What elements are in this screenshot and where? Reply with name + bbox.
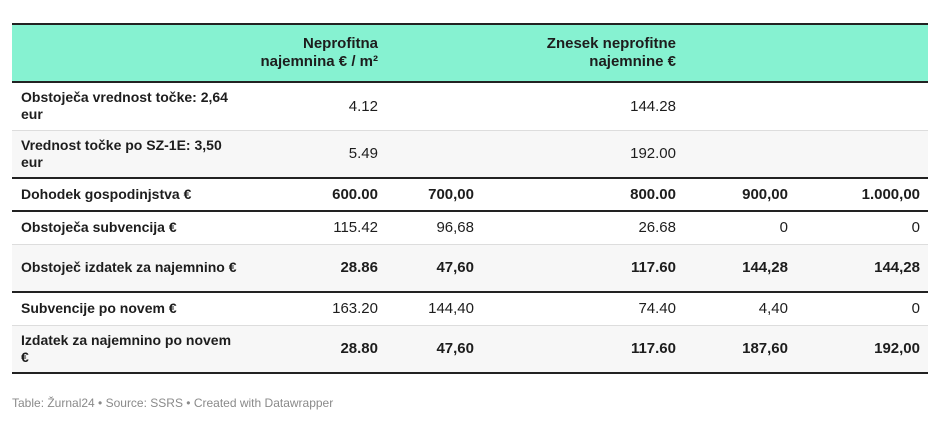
table-cell: 0 (684, 211, 796, 244)
table-cell: 47,60 (386, 325, 482, 373)
table-row (12, 130, 928, 178)
table-cell: 900,00 (684, 178, 796, 211)
table-cell: 28.80 (238, 325, 386, 373)
table-cell: 0 (796, 211, 928, 244)
header-cell-5 (796, 24, 928, 82)
table-cell: 115.42 (238, 211, 386, 244)
table-row (12, 178, 928, 211)
rent-table (12, 23, 928, 374)
table-cell (386, 130, 482, 178)
table-row (12, 292, 928, 325)
row-label: Subvencije po novem € (12, 292, 238, 325)
header-cell-1: Neprofitna najemnina € / m² (238, 24, 386, 82)
table-row (12, 244, 928, 292)
table-cell: 700,00 (386, 178, 482, 211)
row-label: Dohodek gospodinjstva € (12, 178, 238, 211)
table-cell: 5.49 (238, 130, 386, 178)
table-cell: 4.12 (348, 97, 378, 115)
table-cell (684, 82, 796, 130)
table-cell: 187,60 (684, 325, 796, 373)
table-header-row (12, 24, 928, 82)
table-cell: 144,28 (684, 244, 796, 292)
source-footer: Table: Žurnal24 • Source: SSRS • Created with Datawrapper (12, 396, 334, 410)
table-cell (796, 82, 928, 130)
row-label: Izdatek za najemnino po novem € (12, 325, 238, 373)
table-cell: 47,60 (386, 244, 482, 292)
row-label: Vrednost točke po SZ-1E: 3,50 eur (12, 130, 238, 178)
table-cell: 800.00 (482, 178, 684, 211)
table-cell: 117.60 (482, 325, 684, 373)
header-cell-0 (12, 24, 238, 82)
table-row (12, 82, 928, 130)
table-cell: 144,40 (386, 292, 482, 325)
table-cell: 28.86 (238, 244, 386, 292)
table-cell: 4,40 (684, 292, 796, 325)
table-cell: 192,00 (796, 325, 928, 373)
table-cell: 26.68 (482, 211, 684, 244)
table-cell: 600.00 (238, 178, 386, 211)
table-cell: 96,68 (386, 211, 482, 244)
header-cell-3: Znesek neprofitne najemnine € (482, 24, 684, 82)
header-cell-2 (386, 24, 482, 82)
table-cell (684, 130, 796, 178)
table-row (12, 325, 928, 373)
table-cell: 163.20 (238, 292, 386, 325)
table-cell (796, 130, 928, 178)
table-cell: 0 (796, 292, 928, 325)
table-cell: 192.00 (482, 130, 684, 178)
table-cell: 74.40 (482, 292, 684, 325)
header-cell-4 (684, 24, 796, 82)
table-row (12, 211, 928, 244)
data-table-container (12, 23, 928, 374)
row-label: Obstoječa vrednost točke: 2,64 eur (21, 89, 228, 123)
table-cell (386, 82, 482, 130)
row-label: Obstoječa subvencija € (12, 211, 238, 244)
row-label: Obstoječ izdatek za najemnino € (12, 244, 238, 292)
table-cell: 144,28 (796, 244, 928, 292)
table-cell: 1.000,00 (796, 178, 928, 211)
table-cell: 117.60 (482, 244, 684, 292)
table-cell: 144.28 (630, 97, 676, 115)
